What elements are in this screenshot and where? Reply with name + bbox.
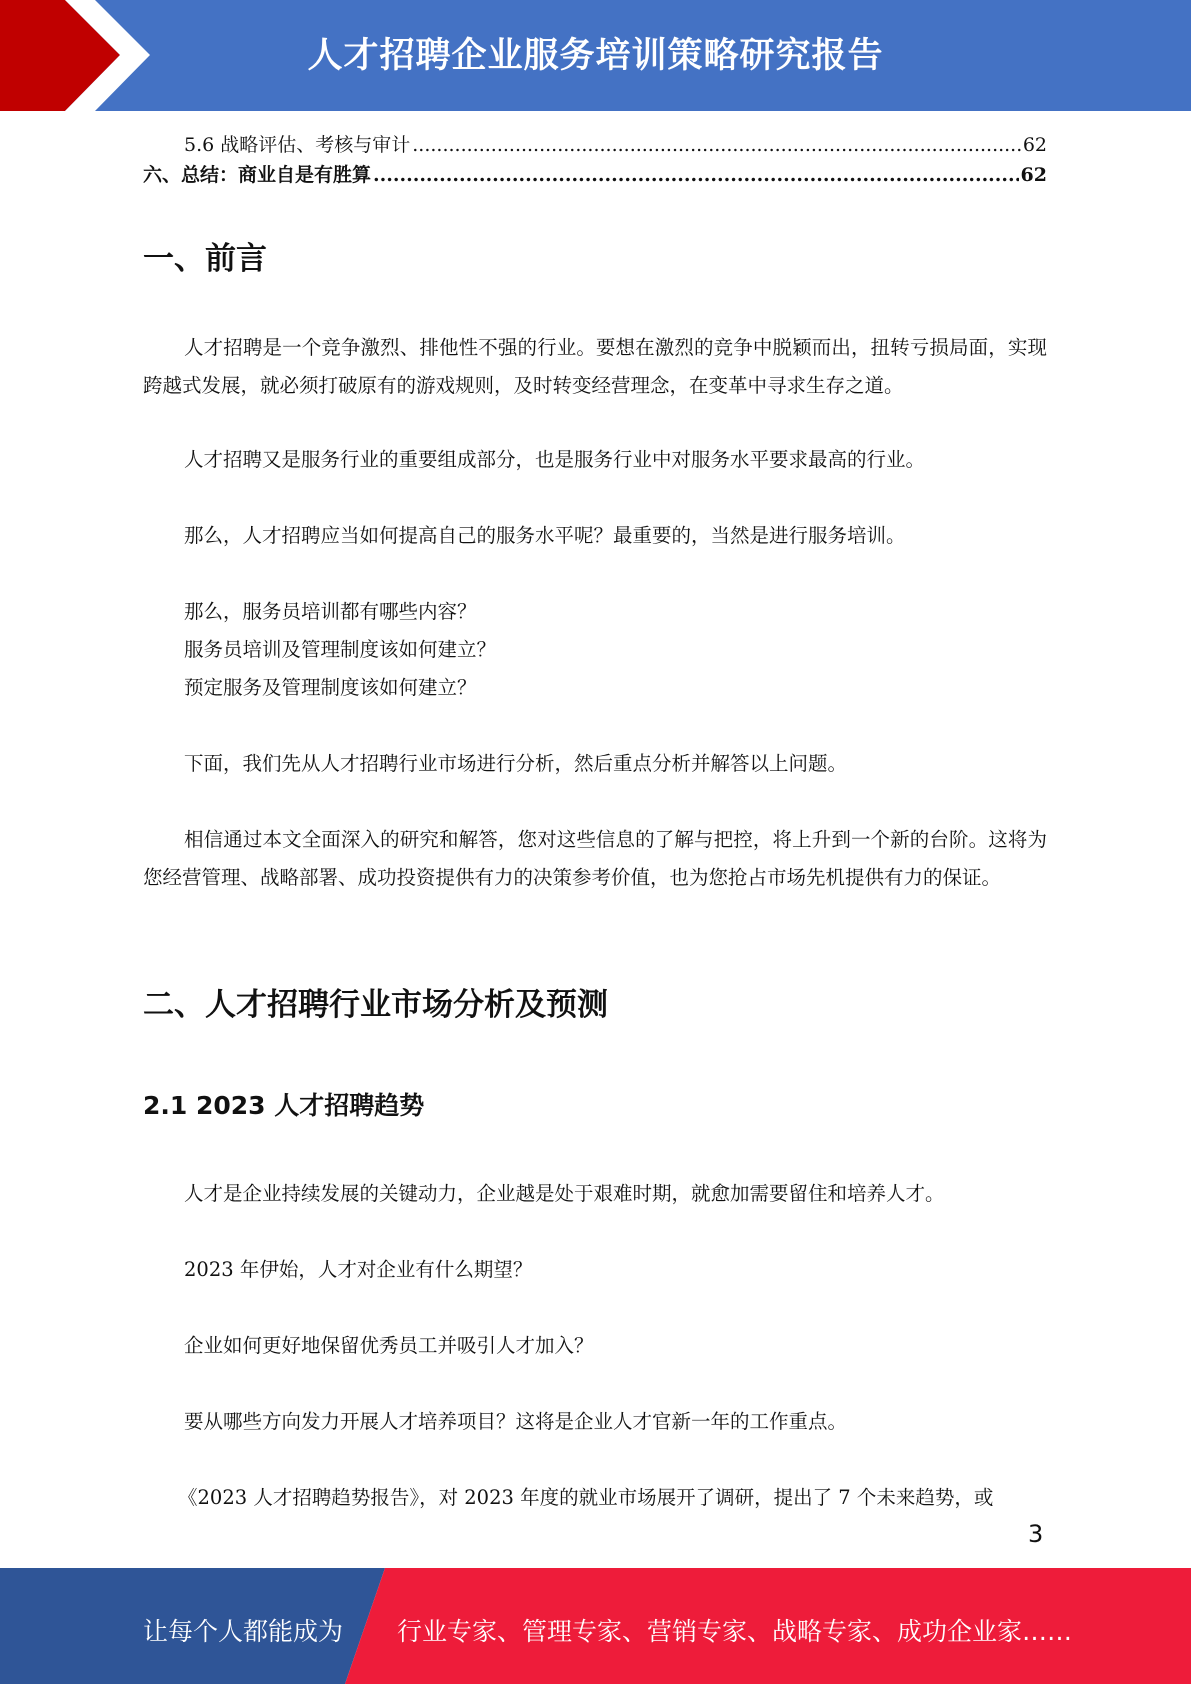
paragraph: 下面，我们先从人才招聘行业市场进行分析，然后重点分析并解答以上问题。 <box>184 752 848 775</box>
paragraph: 人才招聘又是服务行业的重要组成部分，也是服务行业中对服务水平要求最高的行业。 <box>184 448 926 471</box>
paragraph: 要从哪些方向发力开展人才培养项目？这将是企业人才官新一年的工作重点。 <box>184 1410 848 1433</box>
toc-leader-dots <box>373 164 1019 186</box>
header-title: 人才招聘企业服务培训策略研究报告 <box>307 36 884 76</box>
paragraph: 相信通过本文全面深入的研究和解答，您对这些信息的了解与把控，将上升到一个新的台阶。这将为您经营管理、战略部署、成功投资提供有力的决策参考价值，也为您抢占市场先机提供有力的保证。 <box>143 828 1047 889</box>
subsection-heading: 2.1 2023 人才招聘趋势 <box>143 1091 425 1120</box>
toc-leader-dots <box>412 134 1021 156</box>
footer-slogan-right: 行业专家、管理专家、营销专家、战略专家、成功企业家…… <box>397 1617 1073 1646</box>
paragraph: 企业如何更好地保留优秀员工并吸引人才加入？ <box>184 1334 594 1357</box>
footer-slogan-left: 让每个人都能成为 <box>143 1617 344 1646</box>
paragraph: 人才招聘是一个竞争激烈、排他性不强的行业。要想在激烈的竞争中脱颖而出，扭转亏损局面，实现跨越式发展，就必须打破原有的游戏规则，及时转变经营理念，在变革中寻求生存之道。 <box>143 336 1047 397</box>
toc-entry-label: 5.6 战略评估、考核与审计 <box>184 134 411 156</box>
section-heading-preface: 一、前言 <box>143 241 267 277</box>
page-footer <box>0 1568 1191 1684</box>
section-heading-market: 二、人才招聘行业市场分析及预测 <box>143 987 608 1023</box>
toc-entry-label: 六、总结：商业自是有胜算 <box>143 164 372 186</box>
paragraph: 《2023 人才招聘趋势报告》，对 2023 年度的就业市场展开了调研，提出了 7 个未来趋势，或 <box>178 1486 994 1509</box>
paragraph: 预定服务及管理制度该如何建立？ <box>184 676 477 699</box>
toc-entry[interactable] <box>184 130 1047 157</box>
paragraph: 服务员培训及管理制度该如何建立？ <box>184 638 497 661</box>
paragraph: 人才是企业持续发展的关键动力，企业越是处于艰难时期，就愈加需要留住和培养人才。 <box>184 1182 945 1205</box>
paragraph: 那么，服务员培训都有哪些内容？ <box>184 600 477 623</box>
toc-entry-page: 62 <box>1022 134 1047 156</box>
toc-entry-page: 62 <box>1020 164 1047 186</box>
page-header <box>0 0 1191 111</box>
paragraph: 2023 年伊始，人才对企业有什么期望？ <box>184 1258 533 1281</box>
toc-entry[interactable] <box>143 160 1047 187</box>
page-number: 3 <box>1028 1520 1044 1548</box>
paragraph: 那么，人才招聘应当如何提高自己的服务水平呢？最重要的，当然是进行服务培训。 <box>184 524 906 547</box>
